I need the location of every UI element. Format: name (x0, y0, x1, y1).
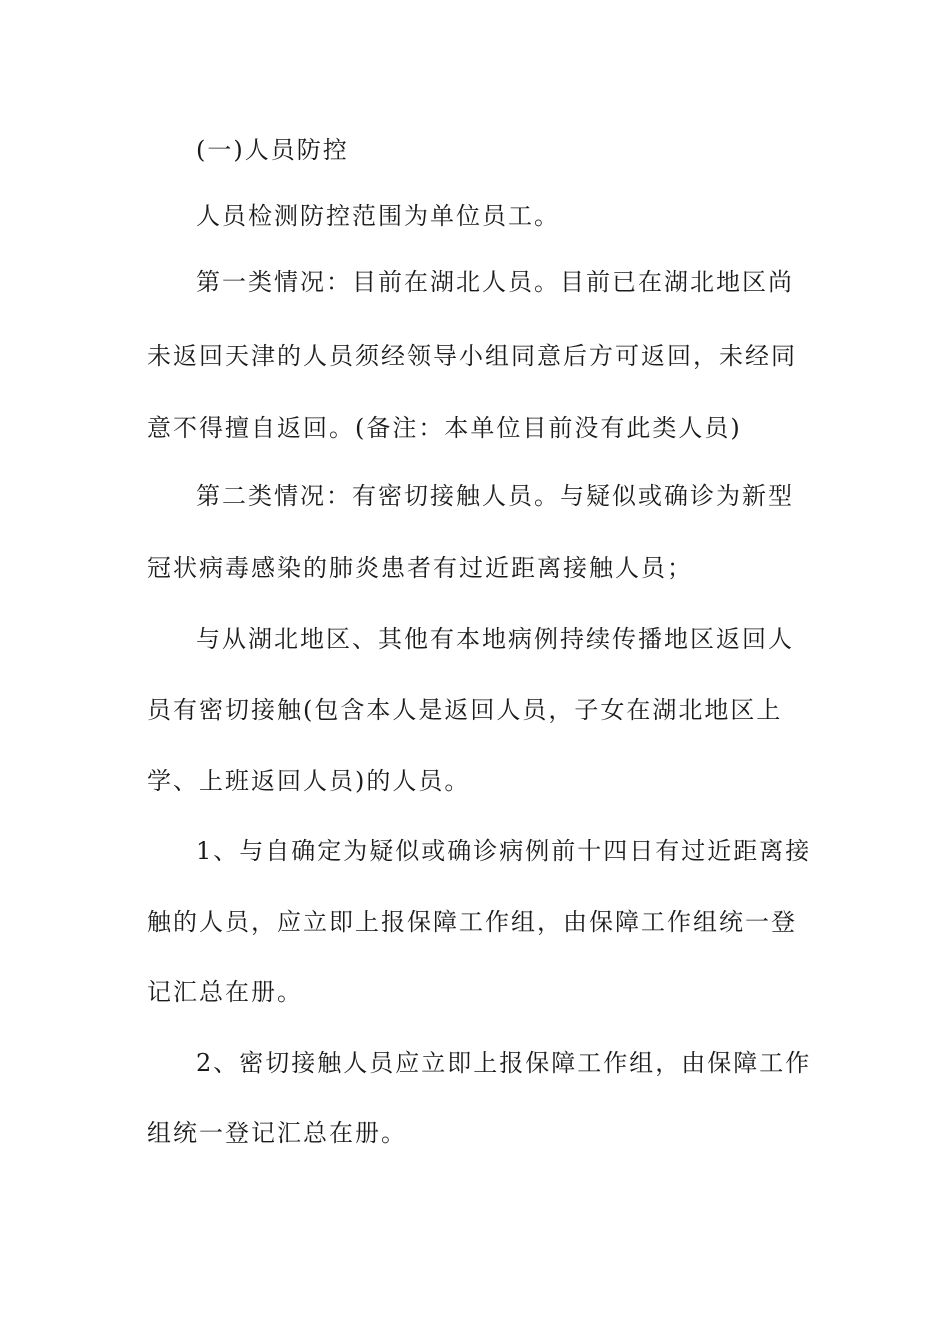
paragraph-line: 记汇总在册。 (147, 978, 303, 1006)
paragraph-line: 1、与自确定为疑似或确诊病例前十四日有过近距离接 (196, 837, 812, 865)
paragraph-line: 组统一登记汇总在册。 (147, 1119, 407, 1147)
paragraph-line: 人员检测防控范围为单位员工。 (196, 202, 560, 230)
paragraph-line: 第二类情况：有密切接触人员。与疑似或确诊为新型 (196, 482, 794, 510)
paragraph-line: 未返回天津的人员须经领导小组同意后方可返回，未经同 (147, 342, 797, 370)
paragraph-line: 第一类情况：目前在湖北人员。目前已在湖北地区尚 (196, 268, 794, 296)
paragraph-line: 冠状病毒感染的肺炎患者有过近距离接触人员； (147, 554, 693, 582)
paragraph-line: 与从湖北地区、其他有本地病例持续传播地区返回人 (196, 625, 794, 653)
paragraph-line: 员有密切接触(包含本人是返回人员，子女在湖北地区上 (147, 696, 783, 724)
paragraph-line: 意不得擅自返回。(备注：本单位目前没有此类人员) (147, 414, 742, 442)
paragraph-line: 学、上班返回人员)的人员。 (147, 767, 471, 795)
section-heading: (一)人员防控 (196, 136, 349, 164)
paragraph-line: 2、密切接触人员应立即上报保障工作组，由保障工作 (196, 1049, 812, 1077)
paragraph-line: 触的人员，应立即上报保障工作组，由保障工作组统一登 (147, 908, 797, 936)
